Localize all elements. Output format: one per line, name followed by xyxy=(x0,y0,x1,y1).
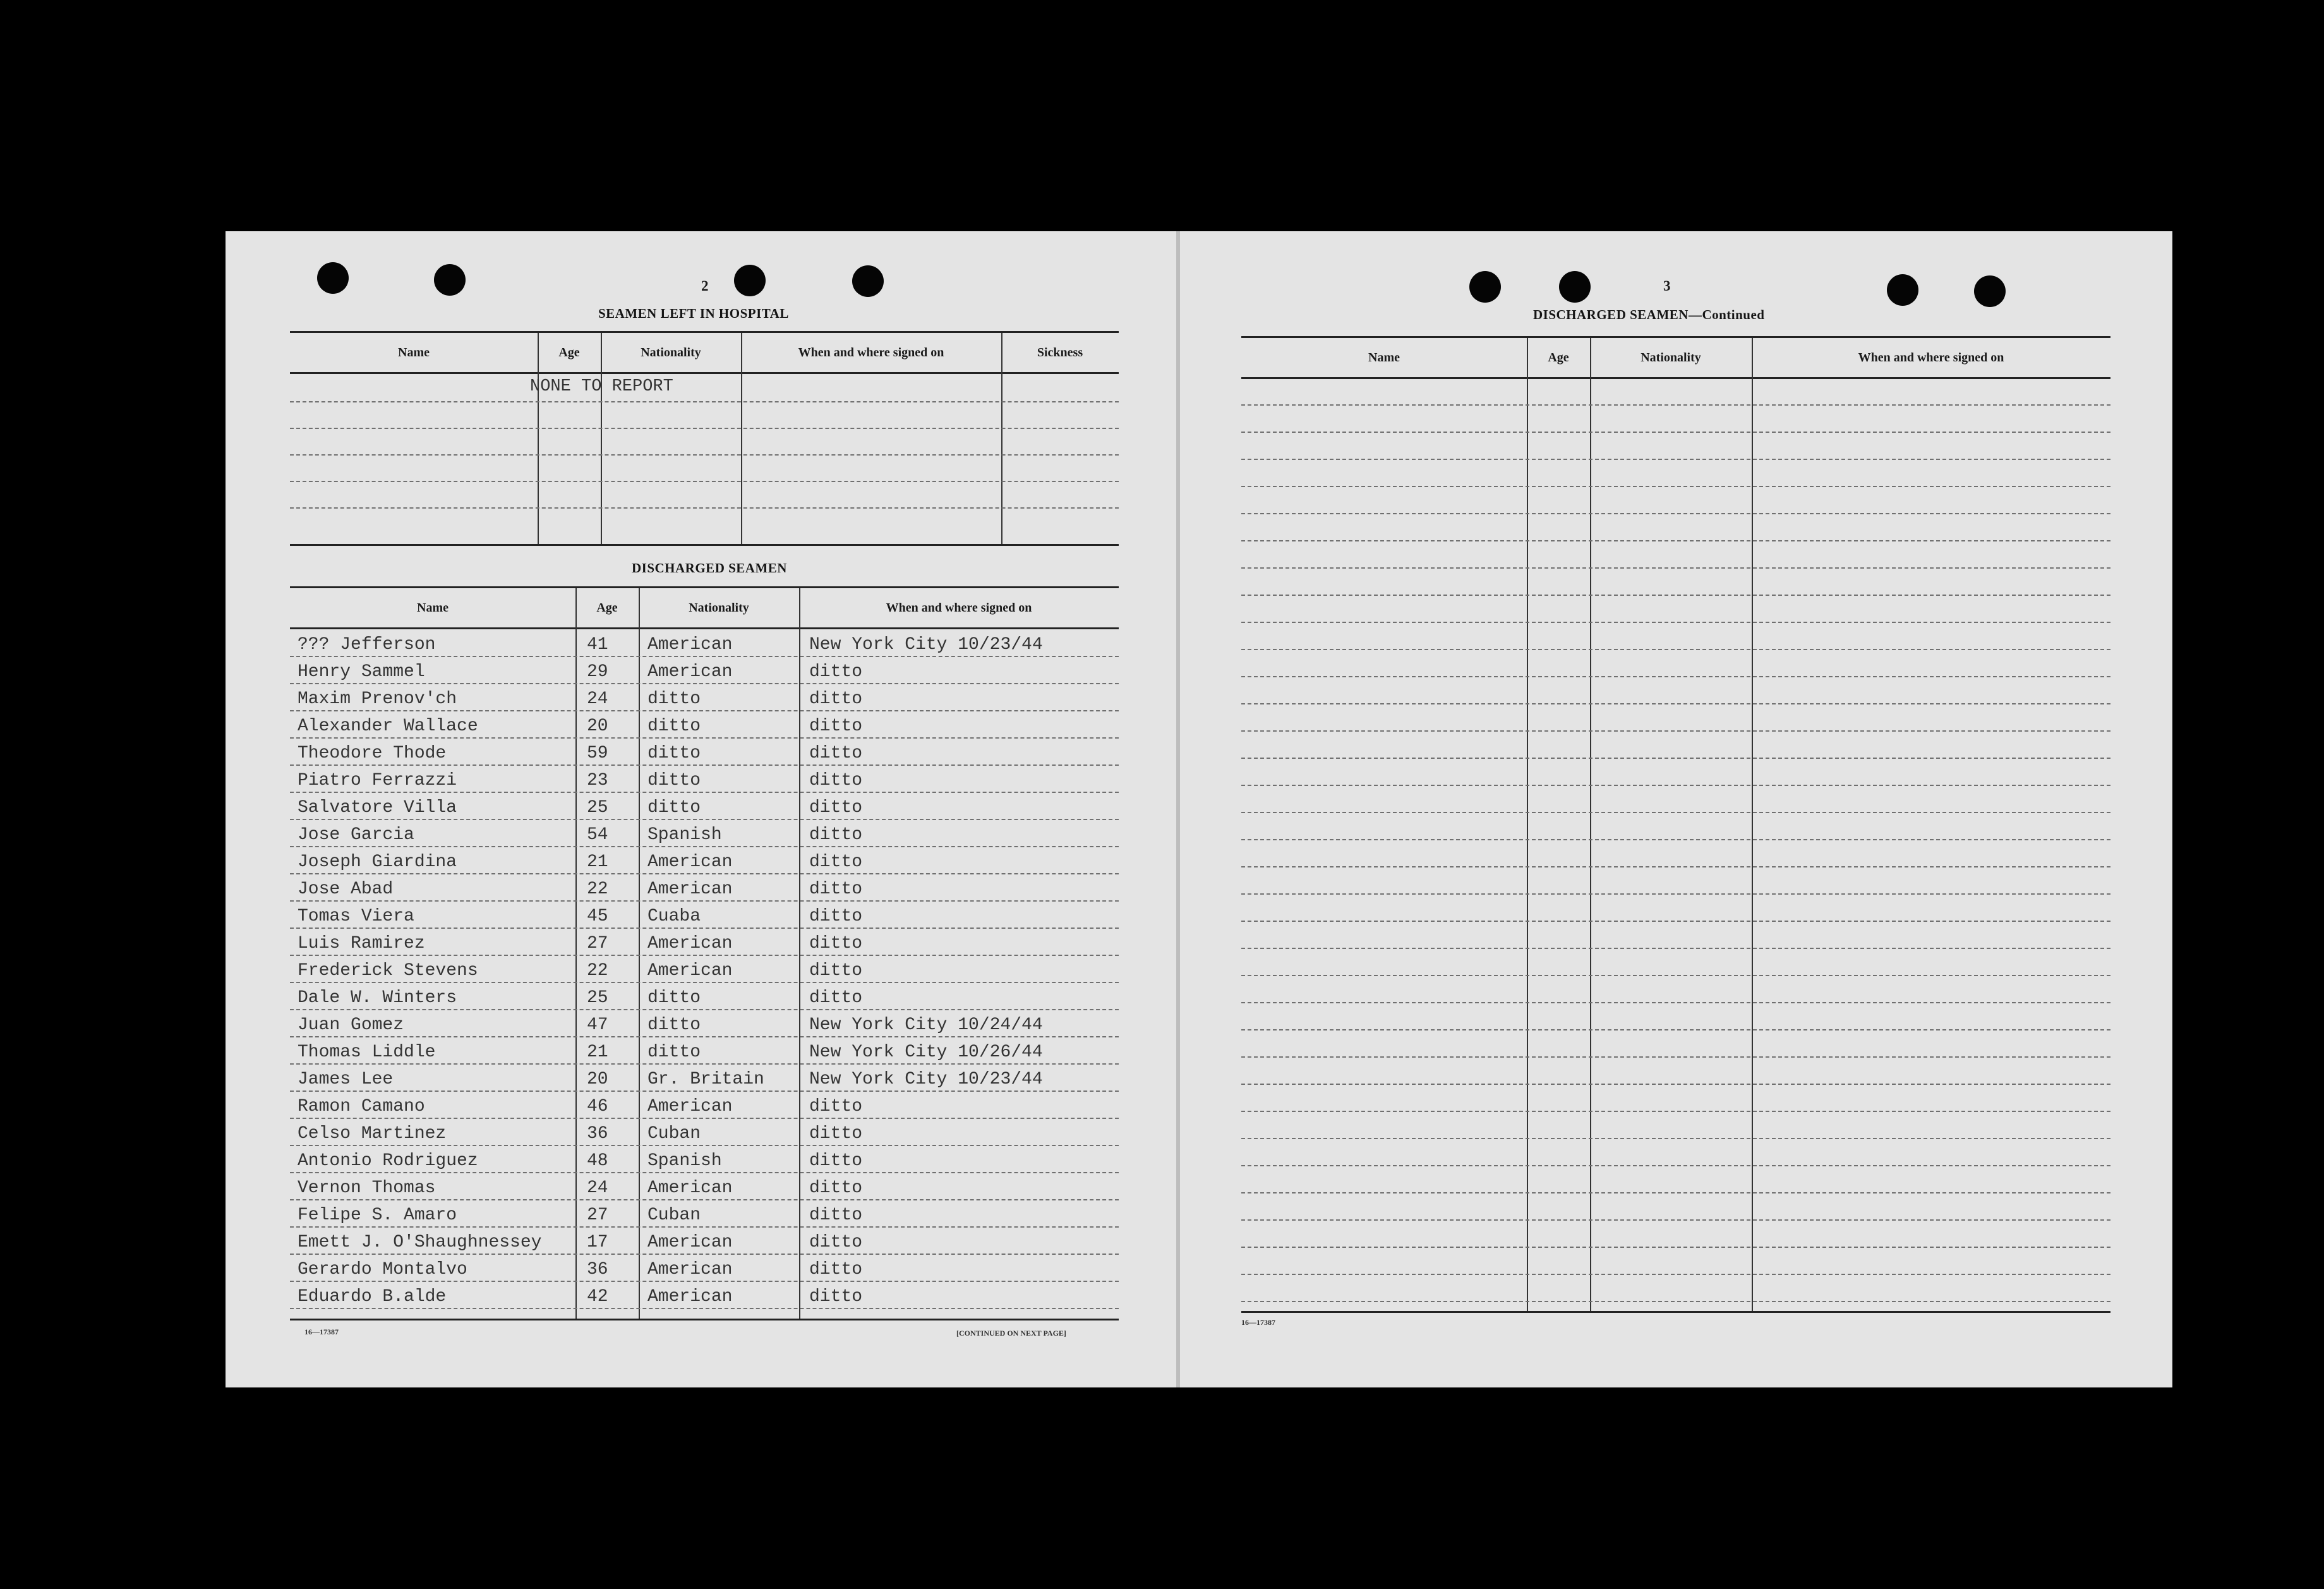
cell-signed-on: ditto xyxy=(809,934,863,953)
cell-age: 36 xyxy=(587,1260,608,1279)
cell-name: Maxim Prenov'ch xyxy=(298,689,457,709)
hospital-table-header xyxy=(290,333,1119,374)
row-line xyxy=(1241,1301,2110,1302)
page-number: 3 xyxy=(1663,278,1671,294)
cell-signed-on: ditto xyxy=(809,1124,863,1144)
cell-age: 20 xyxy=(587,716,608,736)
cell-nationality: American xyxy=(647,635,733,655)
cell-name: Juan Gomez xyxy=(298,1015,404,1035)
row-line xyxy=(1241,839,2110,840)
cell-signed-on: ditto xyxy=(809,852,863,872)
cell-age: 27 xyxy=(587,934,608,953)
title-suffix: —Continued xyxy=(1688,307,1765,322)
cell-age: 48 xyxy=(587,1151,608,1171)
continued-table-header xyxy=(1241,338,2110,379)
row-line xyxy=(1241,676,2110,677)
cell-name: Celso Martinez xyxy=(298,1124,447,1144)
cell-name: Emett J. O'Shaughnessey xyxy=(298,1233,542,1252)
cell-name: Tomas Viera xyxy=(298,907,414,926)
row-line xyxy=(1241,1274,2110,1275)
row-line xyxy=(1241,649,2110,650)
col-age: Age xyxy=(1548,350,1569,365)
row-line xyxy=(1241,1084,2110,1085)
cell-signed-on: ditto xyxy=(809,1178,863,1198)
cell-nationality: American xyxy=(647,1287,733,1307)
cell-nationality: ditto xyxy=(647,1015,701,1035)
table-row xyxy=(290,683,1119,710)
discharged-table-header xyxy=(290,588,1119,629)
row-line xyxy=(1241,1219,2110,1221)
hospital-table xyxy=(290,331,1119,546)
cell-nationality: ditto xyxy=(647,716,701,736)
row-line xyxy=(1241,921,2110,922)
cell-age: 25 xyxy=(587,988,608,1008)
table-row xyxy=(290,846,1119,873)
cell-nationality: Cuban xyxy=(647,1124,701,1144)
column-divider xyxy=(741,333,742,544)
cell-age: 27 xyxy=(587,1205,608,1225)
cell-age: 29 xyxy=(587,662,608,682)
page-number: 2 xyxy=(701,278,709,294)
punch-hole xyxy=(317,262,349,294)
row-line xyxy=(1241,404,2110,406)
row-line xyxy=(1241,1029,2110,1030)
row-line xyxy=(1241,812,2110,813)
col-nationality: Nationality xyxy=(641,345,701,359)
cell-age: 46 xyxy=(587,1097,608,1116)
cell-signed-on: New York City 10/26/44 xyxy=(809,1042,1043,1062)
row-line xyxy=(290,401,1119,402)
cell-nationality: Gr. Britain xyxy=(647,1070,764,1089)
cell-signed-on: ditto xyxy=(809,1233,863,1252)
row-line xyxy=(290,507,1119,509)
cell-name: Jose Garcia xyxy=(298,825,414,845)
discharged-section-title: DISCHARGED SEAMEN xyxy=(632,560,787,576)
cell-name: Antonio Rodriguez xyxy=(298,1151,478,1171)
discharged-table xyxy=(290,586,1119,1320)
row-line xyxy=(1241,1165,2110,1166)
cell-signed-on: ditto xyxy=(809,744,863,763)
cell-name: Dale W. Winters xyxy=(298,988,457,1008)
none-to-report: NONE TO REPORT xyxy=(530,377,673,396)
cell-nationality: ditto xyxy=(647,744,701,763)
cell-name: Jose Abad xyxy=(298,879,394,899)
row-line xyxy=(1241,595,2110,596)
table-row xyxy=(290,792,1119,819)
cell-signed-on: ditto xyxy=(809,1205,863,1225)
column-divider xyxy=(538,333,539,544)
col-signed-on: When and where signed on xyxy=(798,345,944,359)
table-row xyxy=(290,1036,1119,1063)
table-row xyxy=(290,927,1119,955)
table-row xyxy=(290,1226,1119,1254)
cell-name: Alexander Wallace xyxy=(298,716,478,736)
cell-signed-on: ditto xyxy=(809,716,863,736)
cell-nationality: Cuban xyxy=(647,1205,701,1225)
cell-age: 54 xyxy=(587,825,608,845)
row-line xyxy=(1241,1247,2110,1248)
cell-signed-on: New York City 10/24/44 xyxy=(809,1015,1043,1035)
row-line xyxy=(1241,567,2110,569)
row-line xyxy=(290,454,1119,456)
document-sheet xyxy=(226,231,2172,1387)
cell-signed-on: New York City 10/23/44 xyxy=(809,635,1043,655)
row-line xyxy=(1241,513,2110,514)
column-divider xyxy=(1001,333,1002,544)
cell-nationality: American xyxy=(647,934,733,953)
title-main: DISCHARGED SEAMEN xyxy=(1533,307,1689,322)
cell-signed-on: ditto xyxy=(809,1260,863,1279)
cell-nationality: American xyxy=(647,1097,733,1116)
punch-hole xyxy=(852,265,884,297)
col-signed-on: When and where signed on xyxy=(886,600,1032,615)
table-row xyxy=(290,737,1119,764)
row-line xyxy=(1241,486,2110,487)
cell-signed-on: ditto xyxy=(809,1097,863,1116)
column-divider xyxy=(601,333,602,544)
cell-age: 22 xyxy=(587,961,608,981)
row-line xyxy=(1241,432,2110,433)
col-nationality: Nationality xyxy=(1641,350,1701,365)
col-name: Name xyxy=(417,600,449,615)
col-name: Name xyxy=(398,345,430,359)
cell-name: Eduardo B.alde xyxy=(298,1287,447,1307)
discharged-continued-table xyxy=(1241,336,2110,1313)
cell-name: Theodore Thode xyxy=(298,744,447,763)
table-row xyxy=(290,982,1119,1009)
cell-name: Henry Sammel xyxy=(298,662,425,682)
cell-age: 42 xyxy=(587,1287,608,1307)
form-number: 16—17387 xyxy=(304,1327,339,1336)
cell-age: 45 xyxy=(587,907,608,926)
col-nationality: Nationality xyxy=(689,600,749,615)
cell-nationality: Cuaba xyxy=(647,907,701,926)
table-row xyxy=(290,1281,1119,1308)
table-row xyxy=(290,873,1119,900)
cell-signed-on: ditto xyxy=(809,1151,863,1171)
discharged-continued-title xyxy=(1533,307,1764,323)
cell-nationality: American xyxy=(647,961,733,981)
row-line xyxy=(290,428,1119,429)
row-line xyxy=(1241,948,2110,949)
cell-name: Vernon Thomas xyxy=(298,1178,436,1198)
cell-nationality: American xyxy=(647,662,733,682)
cell-nationality: Spanish xyxy=(647,1151,722,1171)
punch-hole xyxy=(1559,271,1591,303)
table-row xyxy=(290,1009,1119,1036)
row-line xyxy=(1241,1138,2110,1139)
right-page xyxy=(1180,231,2172,1387)
cell-nationality: American xyxy=(647,852,733,872)
cell-name: Piatro Ferrazzi xyxy=(298,771,457,790)
cell-age: 25 xyxy=(587,798,608,818)
row-line xyxy=(1241,540,2110,541)
cell-signed-on: ditto xyxy=(809,771,863,790)
cell-name: Salvatore Villa xyxy=(298,798,457,818)
row-line xyxy=(1241,1056,2110,1058)
cell-signed-on: ditto xyxy=(809,961,863,981)
row-line xyxy=(1241,893,2110,895)
cell-nationality: ditto xyxy=(647,771,701,790)
cell-age: 36 xyxy=(587,1124,608,1144)
row-line xyxy=(1241,866,2110,867)
punch-hole xyxy=(1887,274,1918,306)
cell-age: 41 xyxy=(587,635,608,655)
cell-name: James Lee xyxy=(298,1070,394,1089)
table-row xyxy=(290,955,1119,982)
cell-name: Ramon Camano xyxy=(298,1097,425,1116)
cell-age: 17 xyxy=(587,1233,608,1252)
cell-age: 21 xyxy=(587,852,608,872)
cell-signed-on: ditto xyxy=(809,907,863,926)
table-row xyxy=(290,764,1119,792)
cell-name: ??? Jefferson xyxy=(298,635,436,655)
cell-signed-on: ditto xyxy=(809,988,863,1008)
cell-name: Felipe S. Amaro xyxy=(298,1205,457,1225)
cell-age: 24 xyxy=(587,1178,608,1198)
punch-hole xyxy=(434,264,466,296)
cell-age: 21 xyxy=(587,1042,608,1062)
cell-name: Joseph Giardina xyxy=(298,852,457,872)
cell-signed-on: ditto xyxy=(809,825,863,845)
hospital-section-title: SEAMEN LEFT IN HOSPITAL xyxy=(598,306,789,321)
row-line xyxy=(1241,1002,2110,1003)
cell-signed-on: ditto xyxy=(809,798,863,818)
row-line xyxy=(290,1308,1119,1309)
cell-nationality: Spanish xyxy=(647,825,722,845)
cell-nationality: American xyxy=(647,1260,733,1279)
cell-name: Frederick Stevens xyxy=(298,961,478,981)
cell-nationality: American xyxy=(647,1233,733,1252)
table-row xyxy=(290,819,1119,846)
cell-nationality: ditto xyxy=(647,689,701,709)
col-name: Name xyxy=(1368,350,1400,365)
col-age: Age xyxy=(558,345,580,359)
row-line xyxy=(290,481,1119,482)
row-line xyxy=(1241,758,2110,759)
cell-signed-on: ditto xyxy=(809,662,863,682)
table-row xyxy=(290,1199,1119,1226)
table-row xyxy=(290,1145,1119,1172)
cell-signed-on: ditto xyxy=(809,689,863,709)
cell-name: Luis Ramirez xyxy=(298,934,425,953)
cell-age: 20 xyxy=(587,1070,608,1089)
cell-nationality: ditto xyxy=(647,1042,701,1062)
cell-signed-on: ditto xyxy=(809,879,863,899)
table-row xyxy=(290,1118,1119,1145)
row-line xyxy=(1241,1192,2110,1193)
row-line xyxy=(1241,975,2110,976)
cell-name: Gerardo Montalvo xyxy=(298,1260,467,1279)
col-sickness: Sickness xyxy=(1037,345,1083,359)
cell-age: 23 xyxy=(587,771,608,790)
cell-nationality: American xyxy=(647,879,733,899)
punch-hole xyxy=(1974,275,2006,307)
cell-signed-on: ditto xyxy=(809,1287,863,1307)
punch-hole xyxy=(1469,271,1501,303)
row-line xyxy=(1241,703,2110,704)
row-line xyxy=(1241,1111,2110,1112)
table-row xyxy=(290,1091,1119,1118)
table-row xyxy=(290,1254,1119,1281)
table-row xyxy=(290,900,1119,927)
row-line xyxy=(1241,785,2110,786)
table-row xyxy=(290,1063,1119,1091)
punch-hole xyxy=(734,265,766,296)
table-row xyxy=(290,629,1119,656)
cell-age: 22 xyxy=(587,879,608,899)
row-line xyxy=(1241,459,2110,460)
form-number: 16—17387 xyxy=(1241,1318,1275,1327)
cell-age: 59 xyxy=(587,744,608,763)
cell-age: 24 xyxy=(587,689,608,709)
row-line xyxy=(1241,730,2110,732)
cell-name: Thomas Liddle xyxy=(298,1042,436,1062)
table-row xyxy=(290,1172,1119,1199)
cell-age: 47 xyxy=(587,1015,608,1035)
cell-nationality: ditto xyxy=(647,798,701,818)
col-signed-on: When and where signed on xyxy=(1858,350,2004,365)
cell-nationality: ditto xyxy=(647,988,701,1008)
row-line xyxy=(1241,622,2110,623)
continued-note: [CONTINUED ON NEXT PAGE] xyxy=(956,1329,1066,1338)
cell-signed-on: New York City 10/23/44 xyxy=(809,1070,1043,1089)
cell-nationality: American xyxy=(647,1178,733,1198)
table-row xyxy=(290,656,1119,683)
table-row xyxy=(290,710,1119,737)
col-age: Age xyxy=(596,600,618,615)
left-page xyxy=(226,231,1176,1387)
